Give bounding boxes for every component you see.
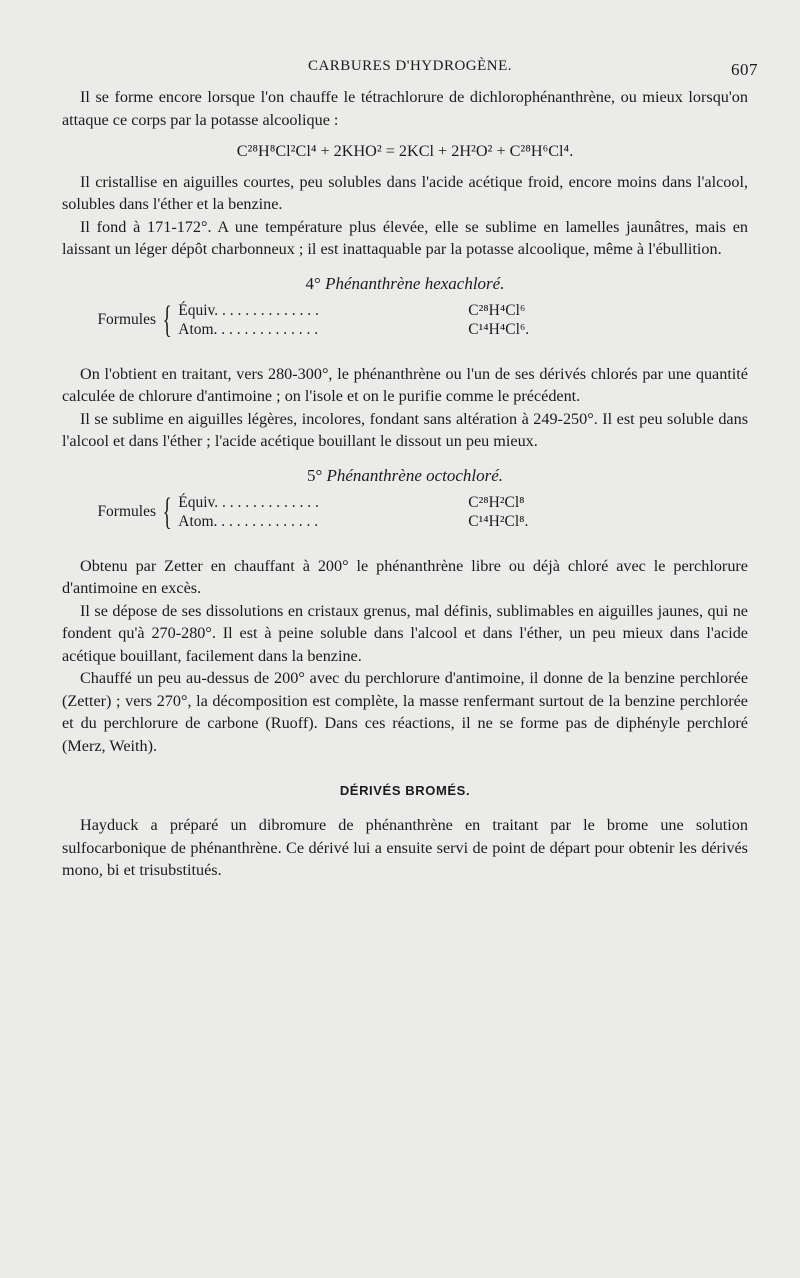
paragraph: On l'obtient en traitant, vers 280-300°, le phénanthrène ou l'un de ses dérivés chlorés par une quantité calculée de chlorure d'antimoine ; on l'isole et on le purifie comme le précédent. [62, 364, 748, 405]
formula-block [72, 298, 748, 341]
formula-key: Équiv. . . . . . . . . . . . . . [178, 493, 319, 511]
formula-value: C¹⁴H⁴Cl⁶. [468, 320, 530, 338]
subheading-bromes: DÉRIVÉS BROMÉS. [339, 783, 471, 798]
formula-value: C²⁸H⁴Cl⁶ [468, 301, 526, 319]
paragraph: Il cristallise en aiguilles courtes, peu solubles dans l'acide acétique froid, encore moins dans l'alcool, solubles dans l'éther et la benzine. [62, 172, 748, 213]
formula-key: Équiv. . . . . . . . . . . . . . [178, 301, 319, 319]
page-header [62, 58, 758, 82]
formula-label: Formules [97, 310, 156, 328]
formula-row-atom [178, 512, 528, 531]
formula-rows [178, 301, 529, 339]
formula-rows [178, 493, 528, 531]
formula-value: C¹⁴H²Cl⁸. [468, 512, 529, 530]
brace-glyph: { [162, 490, 172, 533]
formula-value: C²⁸H²Cl⁸ [468, 493, 525, 511]
section-title-octochlore [62, 465, 748, 487]
formula-row-atom [178, 320, 529, 339]
paragraph: Il se sublime en aiguilles légères, incolores, fondant sans altération à 249-250°. Il est peu soluble dans l'alcool et dans l'éther ; l'acide acétique bouillant le dissout un peu mieux. [62, 409, 748, 450]
formula-label: Formules [97, 502, 156, 520]
section-number: 4° [305, 273, 321, 293]
section-title-text: Phénanthrène octochloré. [326, 465, 504, 485]
page-number: 607 [731, 60, 758, 79]
paragraph: Obtenu par Zetter en chauffant à 200° le phénanthrène libre ou déjà chloré avec le perchlorure d'antimoine en excès. [62, 556, 748, 597]
formula-block [72, 490, 748, 533]
paragraph: Il se forme encore lorsque l'on chauffe le tétrachlorure de dichlorophénanthrène, ou mieux lorsqu'on attaque ce corps par la potasse alcoolique : [62, 88, 748, 129]
formula-row-equiv [178, 493, 528, 512]
paragraph: Il se dépose de ses dissolutions en cristaux grenus, mal définis, sublimables en aiguilles jaunes, qui ne fondent qu'à 270-280°. Il est à peine soluble dans l'alcool et dans l'éther, un peu mieux dans l'acide acétique bouillant, facilement dans la benzine. [62, 601, 748, 665]
paragraph: Chauffé un peu au-dessus de 200° avec du perchlorure d'antimoine, il donne de la benzine perchlorée (Zetter) ; vers 270°, la décomposition est complète, la masse renfermant surtout de la benzine perchlorée et du perchlorure de carbone (Ruoff). Dans ces réactions, il ne se forme pas de diphényle perchloré (Merz, Weith). [62, 669, 748, 755]
paragraph: Hayduck a préparé un dibromure de phénanthrène en traitant par le brome une solution sulfocarbonique de phénanthrène. Ce dérivé lui a ensuite servi de point de départ pour obtenir les dérivés mono, bi et trisubstitués. [62, 816, 748, 879]
formula-row-equiv [178, 301, 529, 320]
page-body [62, 86, 748, 882]
running-title: CARBURES D'HYDROGÈNE. [307, 58, 513, 74]
section-title-hexachlore [62, 273, 748, 295]
section-number: 5° [306, 465, 323, 485]
reaction-equation: C²⁸H⁸Cl²Cl⁴ + 2KHO² = 2KCl + 2H²O² + C²⁸H⁶Cl⁴. [236, 142, 574, 160]
brace-glyph: { [162, 298, 172, 341]
paragraph: Il fond à 171-172°. A une température plus élevée, elle se sublime en lamelles jaunâtres, mais en laissant un léger dépôt charbonneux ; il est inattaquable par la potasse alcoolique, même à l'ébullition. [62, 217, 748, 258]
section-title-text: Phénanthrène hexachloré. [325, 273, 505, 293]
formula-key: Atom. . . . . . . . . . . . . . [178, 320, 319, 338]
formula-key: Atom. . . . . . . . . . . . . . [178, 512, 319, 530]
